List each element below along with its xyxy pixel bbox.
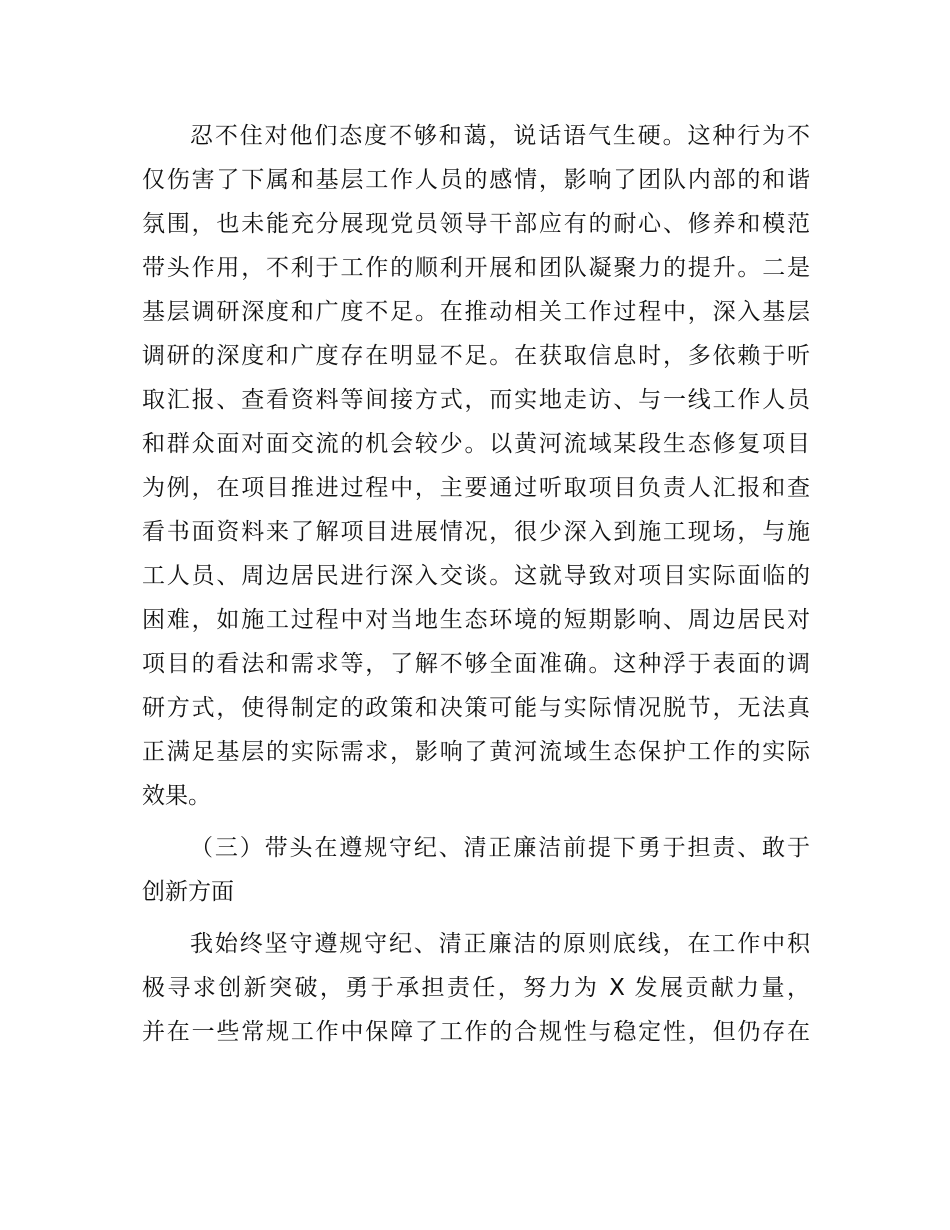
paragraph-line: 极寻求创新突破，勇于承担责任，努力为 X 发展贡献力量， [142, 975, 810, 1001]
paragraph-line: 氛围，也未能充分展现党员领导干部应有的耐心、修养和模范 [142, 211, 810, 237]
paragraph-line: 研方式，使得制定的政策和决策可能与实际情况脱节，无法真 [142, 695, 810, 721]
paragraph-line: 取汇报、查看资料等间接方式，而实地走访、与一线工作人员 [142, 387, 810, 413]
paragraph-line: 我始终坚守遵规守纪、清正廉洁的原则底线，在工作中积 [190, 931, 810, 957]
paragraph-line: 并在一些常规工作中保障了工作的合规性与稳定性，但仍存在 [142, 1019, 810, 1045]
paragraph-line: 和群众面对面交流的机会较少。以黄河流域某段生态修复项目 [142, 431, 810, 457]
paragraph-line: 工人员、周边居民进行深入交谈。这就导致对项目实际面临的 [142, 563, 810, 589]
paragraph-line: 正满足基层的实际需求，影响了黄河流域生态保护工作的实际 [142, 739, 810, 765]
paragraph-line: 基层调研深度和广度不足。在推动相关工作过程中，深入基层 [142, 299, 810, 325]
paragraph-line: 看书面资料来了解项目进展情况，很少深入到施工现场，与施 [142, 519, 810, 545]
paragraph-line: 带头作用，不利于工作的顺利开展和团队凝聚力的提升。二是 [142, 255, 810, 281]
paragraph-line: 仅伤害了下属和基层工作人员的感情，影响了团队内部的和谐 [142, 167, 810, 193]
paragraph-line: 为例，在项目推进过程中，主要通过听取项目负责人汇报和查 [142, 475, 810, 501]
heading-line: （三）带头在遵规守纪、清正廉洁前提下勇于担责、敢于 [190, 835, 810, 861]
paragraph-line: 困难，如施工过程中对当地生态环境的短期影响、周边居民对 [142, 607, 810, 633]
heading-line: 创新方面 [142, 879, 234, 905]
paragraph-line: 项目的看法和需求等，了解不够全面准确。这种浮于表面的调 [142, 651, 810, 677]
paragraph-line: 调研的深度和广度存在明显不足。在获取信息时，多依赖于听 [142, 343, 810, 369]
paragraph-line: 效果。 [142, 783, 211, 809]
paragraph-line: 忍不住对他们态度不够和蔼，说话语气生硬。这种行为不 [190, 123, 810, 149]
